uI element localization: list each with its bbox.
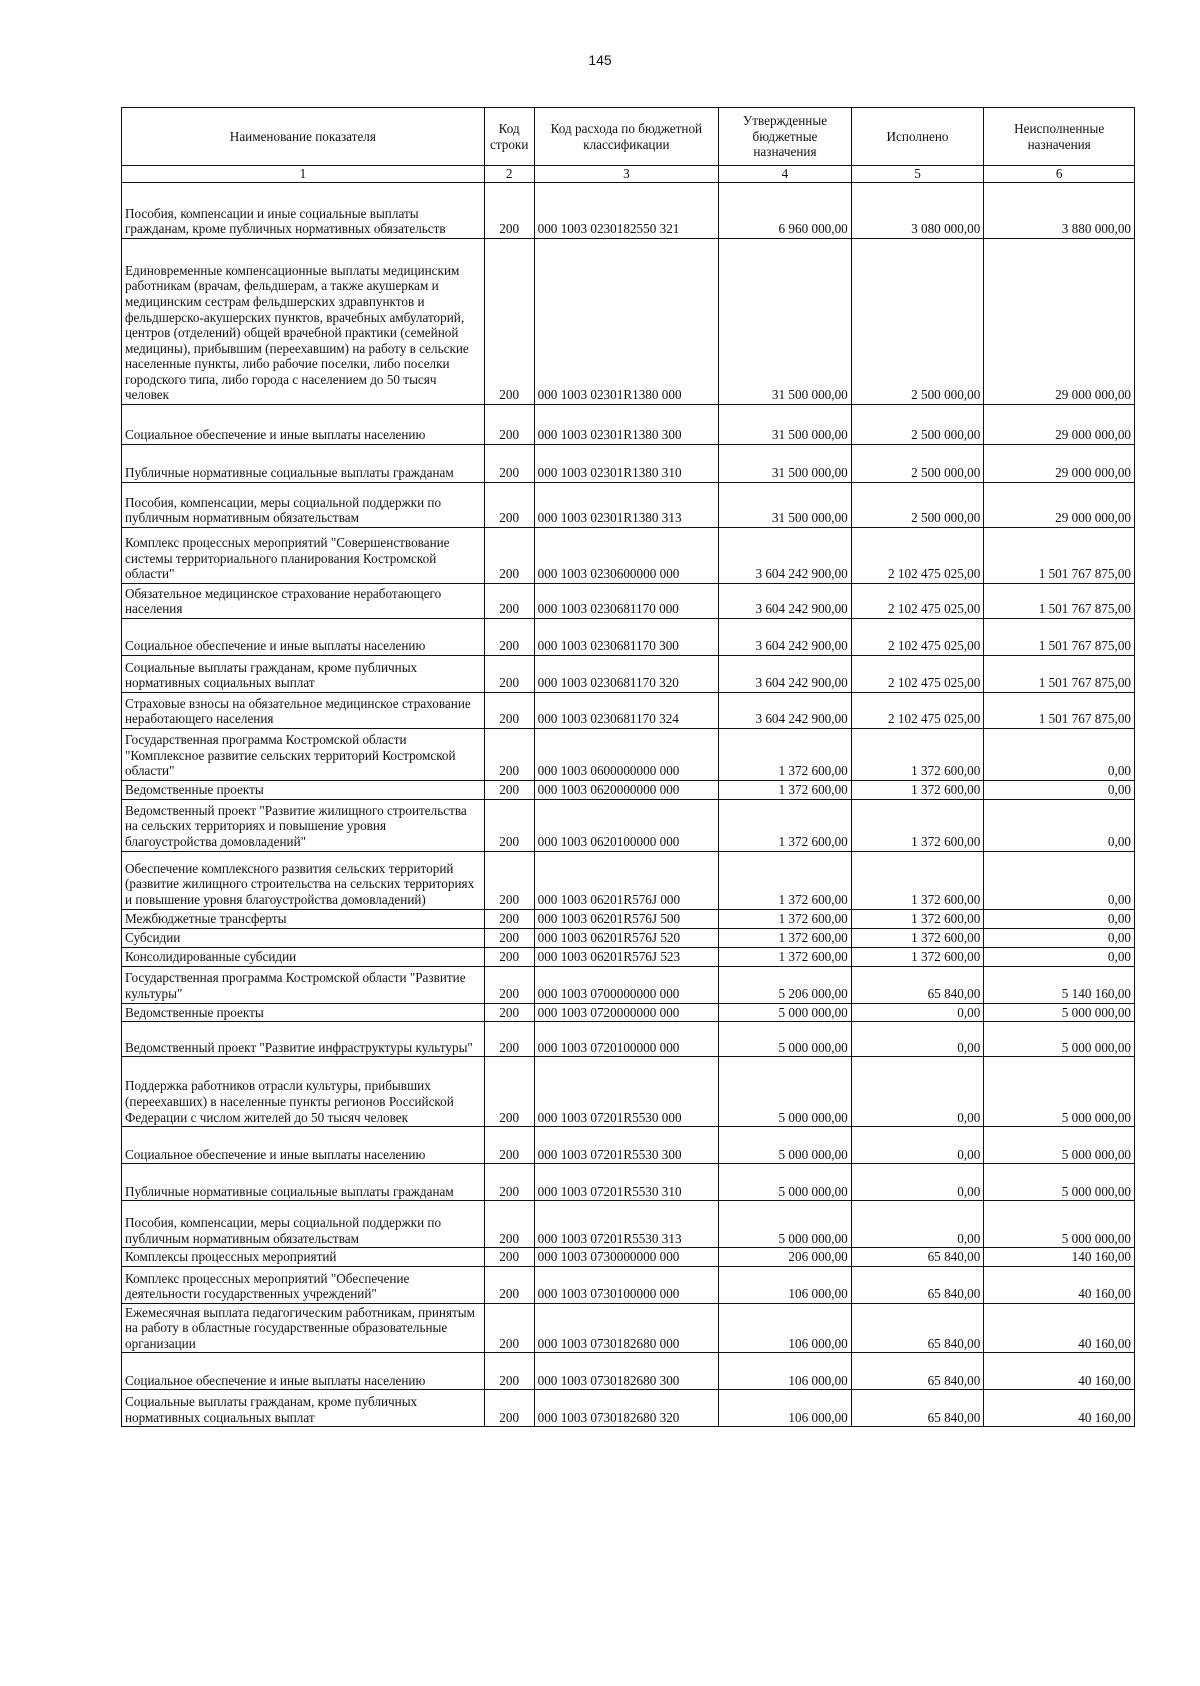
table-row <box>122 483 1135 528</box>
cell-line-code: 200 <box>484 693 534 729</box>
cell-approved: 1 372 600,00 <box>719 729 852 781</box>
cell-executed: 65 840,00 <box>851 1266 984 1303</box>
cell-line-code: 200 <box>484 781 534 800</box>
table-row <box>122 528 1135 584</box>
cell-expense-code: 000 1003 0230681170 000 <box>534 584 719 619</box>
cell-executed: 0,00 <box>851 1127 984 1164</box>
cell-expense-code: 000 1003 07201R5530 313 <box>534 1201 719 1248</box>
header-expense-code: Код расхода по бюджетной классификации <box>534 108 719 166</box>
cell-name: Пособия, компенсации, меры социальной поддержки по публичным нормативным обязательствам <box>122 1201 485 1248</box>
cell-approved: 106 000,00 <box>719 1390 852 1427</box>
cell-line-code: 200 <box>484 1266 534 1303</box>
cell-line-code: 200 <box>484 1248 534 1267</box>
cell-expense-code: 000 1003 06201R576J 520 <box>534 928 719 947</box>
cell-name: Комплекс процессных мероприятий "Совершенствование системы территориального планирования Костромской области" <box>122 528 485 584</box>
cell-unexecuted: 1 501 767 875,00 <box>984 656 1135 693</box>
cell-name: Ведомственный проект "Развитие жилищного строительства на сельских территориях и повышение уровня благоустройства домовладений" <box>122 799 485 851</box>
cell-expense-code: 000 1003 02301R1380 313 <box>534 483 719 528</box>
cell-line-code: 200 <box>484 947 534 966</box>
table-row <box>122 1057 1135 1127</box>
cell-expense-code: 000 1003 0720100000 000 <box>534 1022 719 1057</box>
table-row <box>122 729 1135 781</box>
cell-unexecuted: 1 501 767 875,00 <box>984 528 1135 584</box>
cell-executed: 1 372 600,00 <box>851 928 984 947</box>
table-row <box>122 1390 1135 1427</box>
cell-executed: 2 102 475 025,00 <box>851 656 984 693</box>
cell-expense-code: 000 1003 0730182680 000 <box>534 1303 719 1353</box>
cell-expense-code: 000 1003 0230182550 321 <box>534 183 719 239</box>
cell-executed: 65 840,00 <box>851 966 984 1003</box>
table-row <box>122 1022 1135 1057</box>
table-row <box>122 947 1135 966</box>
table-row <box>122 183 1135 239</box>
cell-approved: 106 000,00 <box>719 1266 852 1303</box>
cell-executed: 0,00 <box>851 1057 984 1127</box>
cell-name: Социальное обеспечение и иные выплаты населению <box>122 1353 485 1390</box>
cell-line-code: 200 <box>484 405 534 445</box>
cell-approved: 31 500 000,00 <box>719 445 852 483</box>
cell-approved: 3 604 242 900,00 <box>719 619 852 656</box>
cell-name: Социальное обеспечение и иные выплаты населению <box>122 405 485 445</box>
table-row <box>122 1201 1135 1248</box>
cell-name: Социальные выплаты гражданам, кроме публичных нормативных социальных выплат <box>122 656 485 693</box>
table-row <box>122 1127 1135 1164</box>
table-row <box>122 693 1135 729</box>
cell-expense-code: 000 1003 0600000000 000 <box>534 729 719 781</box>
cell-unexecuted: 0,00 <box>984 799 1135 851</box>
column-number-row <box>122 166 1135 183</box>
cell-expense-code: 000 1003 06201R576J 000 <box>534 851 719 909</box>
cell-unexecuted: 0,00 <box>984 851 1135 909</box>
cell-approved: 206 000,00 <box>719 1248 852 1267</box>
cell-approved: 3 604 242 900,00 <box>719 693 852 729</box>
cell-line-code: 200 <box>484 445 534 483</box>
table-row <box>122 656 1135 693</box>
cell-expense-code: 000 1003 07201R5530 310 <box>534 1164 719 1201</box>
cell-line-code: 200 <box>484 1057 534 1127</box>
cell-line-code: 200 <box>484 1390 534 1427</box>
cell-unexecuted: 5 000 000,00 <box>984 1003 1135 1022</box>
cell-executed: 2 102 475 025,00 <box>851 619 984 656</box>
cell-name: Ведомственный проект "Развитие инфраструктуры культуры" <box>122 1022 485 1057</box>
cell-unexecuted: 140 160,00 <box>984 1248 1135 1267</box>
cell-name: Субсидии <box>122 928 485 947</box>
page-number: 145 <box>588 52 612 68</box>
cell-approved: 3 604 242 900,00 <box>719 656 852 693</box>
cell-unexecuted: 0,00 <box>984 947 1135 966</box>
cell-expense-code: 000 1003 0700000000 000 <box>534 966 719 1003</box>
cell-executed: 2 102 475 025,00 <box>851 528 984 584</box>
header-executed: Исполнено <box>851 108 984 166</box>
cell-line-code: 200 <box>484 909 534 928</box>
cell-name: Социальное обеспечение и иные выплаты населению <box>122 619 485 656</box>
cell-executed: 65 840,00 <box>851 1390 984 1427</box>
cell-approved: 1 372 600,00 <box>719 947 852 966</box>
cell-line-code: 200 <box>484 1127 534 1164</box>
cell-expense-code: 000 1003 0730182680 320 <box>534 1390 719 1427</box>
cell-line-code: 200 <box>484 1003 534 1022</box>
budget-execution-table <box>121 107 1135 1427</box>
table-row <box>122 584 1135 619</box>
cell-executed: 65 840,00 <box>851 1248 984 1267</box>
cell-line-code: 200 <box>484 656 534 693</box>
cell-name: Ведомственные проекты <box>122 1003 485 1022</box>
column-number: 1 <box>122 166 485 183</box>
cell-unexecuted: 0,00 <box>984 928 1135 947</box>
cell-approved: 5 000 000,00 <box>719 1164 852 1201</box>
cell-name: Пособия, компенсации, меры социальной поддержки по публичным нормативным обязательствам <box>122 483 485 528</box>
column-number: 5 <box>851 166 984 183</box>
column-number: 6 <box>984 166 1135 183</box>
cell-approved: 6 960 000,00 <box>719 183 852 239</box>
cell-executed: 65 840,00 <box>851 1303 984 1353</box>
cell-name: Пособия, компенсации и иные социальные выплаты гражданам, кроме публичных нормативных обязательств <box>122 183 485 239</box>
cell-executed: 2 500 000,00 <box>851 239 984 405</box>
cell-unexecuted: 5 000 000,00 <box>984 1057 1135 1127</box>
cell-name: Страховые взносы на обязательное медицинское страхование неработающего населения <box>122 693 485 729</box>
cell-executed: 1 372 600,00 <box>851 781 984 800</box>
cell-expense-code: 000 1003 0230600000 000 <box>534 528 719 584</box>
cell-unexecuted: 40 160,00 <box>984 1303 1135 1353</box>
header-name: Наименование показателя <box>122 108 485 166</box>
cell-unexecuted: 1 501 767 875,00 <box>984 693 1135 729</box>
cell-line-code: 200 <box>484 1164 534 1201</box>
table-row <box>122 1003 1135 1022</box>
cell-unexecuted: 5 000 000,00 <box>984 1201 1135 1248</box>
cell-approved: 31 500 000,00 <box>719 405 852 445</box>
cell-unexecuted: 29 000 000,00 <box>984 239 1135 405</box>
cell-executed: 1 372 600,00 <box>851 909 984 928</box>
cell-executed: 3 080 000,00 <box>851 183 984 239</box>
cell-executed: 1 372 600,00 <box>851 799 984 851</box>
cell-name: Государственная программа Костромской области "Комплексное развитие сельских территорий Костромской области" <box>122 729 485 781</box>
cell-unexecuted: 1 501 767 875,00 <box>984 584 1135 619</box>
cell-name: Государственная программа Костромской области "Развитие культуры" <box>122 966 485 1003</box>
table-row <box>122 619 1135 656</box>
table-row <box>122 781 1135 800</box>
cell-executed: 1 372 600,00 <box>851 947 984 966</box>
cell-expense-code: 000 1003 0730100000 000 <box>534 1266 719 1303</box>
cell-unexecuted: 5 140 160,00 <box>984 966 1135 1003</box>
cell-approved: 3 604 242 900,00 <box>719 584 852 619</box>
cell-line-code: 200 <box>484 851 534 909</box>
cell-approved: 1 372 600,00 <box>719 909 852 928</box>
cell-approved: 1 372 600,00 <box>719 851 852 909</box>
cell-expense-code: 000 1003 0620100000 000 <box>534 799 719 851</box>
cell-approved: 5 206 000,00 <box>719 966 852 1003</box>
cell-name: Межбюджетные трансферты <box>122 909 485 928</box>
cell-executed: 2 102 475 025,00 <box>851 584 984 619</box>
table-row <box>122 928 1135 947</box>
cell-expense-code: 000 1003 07201R5530 300 <box>534 1127 719 1164</box>
cell-name: Обеспечение комплексного развития сельских территорий (развитие жилищного строительства на сельских территориях и повышение уровня благоустройства домовладений) <box>122 851 485 909</box>
cell-expense-code: 000 1003 02301R1380 300 <box>534 405 719 445</box>
cell-unexecuted: 0,00 <box>984 781 1135 800</box>
table-body <box>122 183 1135 1427</box>
cell-line-code: 200 <box>484 619 534 656</box>
table-row <box>122 799 1135 851</box>
cell-line-code: 200 <box>484 966 534 1003</box>
cell-name: Поддержка работников отрасли культуры, прибывших (переехавших) в населенные пункты регионов Российской Федерации с числом жителей до 50 тысяч человек <box>122 1057 485 1127</box>
cell-approved: 1 372 600,00 <box>719 799 852 851</box>
table-row <box>122 1164 1135 1201</box>
cell-name: Единовременные компенсационные выплаты медицинским работникам (врачам, фельдшерам, а также акушеркам и медицинским сестрам фельдшерских здравпунктов и фельдшерско-акушерских пунктов, врачебных амбулаторий, центров (отделений) общей врачебной практики (семейной медицины), прибывшим (переехавшим) на работу в сельские населенные пункты, либо рабочие поселки, либо поселки городского типа, либо города с населением до 50 тысяч человек <box>122 239 485 405</box>
cell-line-code: 200 <box>484 1022 534 1057</box>
table-row <box>122 1353 1135 1390</box>
cell-unexecuted: 29 000 000,00 <box>984 445 1135 483</box>
cell-line-code: 200 <box>484 799 534 851</box>
column-number: 2 <box>484 166 534 183</box>
cell-unexecuted: 29 000 000,00 <box>984 483 1135 528</box>
cell-name: Социальные выплаты гражданам, кроме публичных нормативных социальных выплат <box>122 1390 485 1427</box>
cell-unexecuted: 0,00 <box>984 729 1135 781</box>
cell-approved: 5 000 000,00 <box>719 1201 852 1248</box>
table-row <box>122 851 1135 909</box>
cell-name: Обязательное медицинское страхование неработающего населения <box>122 584 485 619</box>
cell-line-code: 200 <box>484 239 534 405</box>
cell-expense-code: 000 1003 06201R576J 523 <box>534 947 719 966</box>
column-number: 3 <box>534 166 719 183</box>
cell-executed: 65 840,00 <box>851 1353 984 1390</box>
cell-line-code: 200 <box>484 183 534 239</box>
cell-approved: 1 372 600,00 <box>719 928 852 947</box>
cell-unexecuted: 5 000 000,00 <box>984 1164 1135 1201</box>
cell-line-code: 200 <box>484 1303 534 1353</box>
cell-expense-code: 000 1003 0730182680 300 <box>534 1353 719 1390</box>
cell-approved: 3 604 242 900,00 <box>719 528 852 584</box>
table-row <box>122 1266 1135 1303</box>
cell-name: Комплексы процессных мероприятий <box>122 1248 485 1267</box>
table-header-row <box>122 108 1135 166</box>
cell-unexecuted: 40 160,00 <box>984 1353 1135 1390</box>
table-row <box>122 1248 1135 1267</box>
cell-approved: 106 000,00 <box>719 1353 852 1390</box>
cell-expense-code: 000 1003 02301R1380 000 <box>534 239 719 405</box>
header-approved: Утвержденные бюджетные назначения <box>719 108 852 166</box>
cell-unexecuted: 29 000 000,00 <box>984 405 1135 445</box>
cell-line-code: 200 <box>484 584 534 619</box>
cell-approved: 31 500 000,00 <box>719 483 852 528</box>
table-row <box>122 966 1135 1003</box>
header-unexecuted: Неисполненные назначения <box>984 108 1135 166</box>
cell-name: Публичные нормативные социальные выплаты гражданам <box>122 445 485 483</box>
cell-approved: 5 000 000,00 <box>719 1127 852 1164</box>
cell-name: Социальное обеспечение и иные выплаты населению <box>122 1127 485 1164</box>
cell-unexecuted: 40 160,00 <box>984 1390 1135 1427</box>
cell-expense-code: 000 1003 0730000000 000 <box>534 1248 719 1267</box>
cell-name: Публичные нормативные социальные выплаты гражданам <box>122 1164 485 1201</box>
cell-expense-code: 000 1003 0230681170 324 <box>534 693 719 729</box>
cell-executed: 0,00 <box>851 1201 984 1248</box>
cell-approved: 1 372 600,00 <box>719 781 852 800</box>
cell-line-code: 200 <box>484 1353 534 1390</box>
cell-unexecuted: 3 880 000,00 <box>984 183 1135 239</box>
cell-unexecuted: 0,00 <box>984 909 1135 928</box>
cell-expense-code: 000 1003 0620000000 000 <box>534 781 719 800</box>
cell-executed: 2 102 475 025,00 <box>851 693 984 729</box>
table-row <box>122 909 1135 928</box>
cell-expense-code: 000 1003 0230681170 320 <box>534 656 719 693</box>
cell-executed: 2 500 000,00 <box>851 445 984 483</box>
cell-approved: 5 000 000,00 <box>719 1022 852 1057</box>
cell-expense-code: 000 1003 0230681170 300 <box>534 619 719 656</box>
cell-approved: 31 500 000,00 <box>719 239 852 405</box>
cell-line-code: 200 <box>484 729 534 781</box>
cell-executed: 2 500 000,00 <box>851 483 984 528</box>
column-number: 4 <box>719 166 852 183</box>
table-row <box>122 1303 1135 1353</box>
cell-expense-code: 000 1003 07201R5530 000 <box>534 1057 719 1127</box>
cell-name: Комплекс процессных мероприятий "Обеспечение деятельности государственных учреждений" <box>122 1266 485 1303</box>
cell-approved: 106 000,00 <box>719 1303 852 1353</box>
cell-unexecuted: 40 160,00 <box>984 1266 1135 1303</box>
cell-line-code: 200 <box>484 528 534 584</box>
cell-unexecuted: 5 000 000,00 <box>984 1022 1135 1057</box>
cell-executed: 0,00 <box>851 1022 984 1057</box>
cell-unexecuted: 1 501 767 875,00 <box>984 619 1135 656</box>
table-row <box>122 239 1135 405</box>
cell-expense-code: 000 1003 06201R576J 500 <box>534 909 719 928</box>
table-row <box>122 405 1135 445</box>
cell-name: Ежемесячная выплата педагогическим работникам, принятым на работу в областные государственные образовательные организации <box>122 1303 485 1353</box>
cell-line-code: 200 <box>484 1201 534 1248</box>
cell-approved: 5 000 000,00 <box>719 1003 852 1022</box>
cell-expense-code: 000 1003 0720000000 000 <box>534 1003 719 1022</box>
cell-expense-code: 000 1003 02301R1380 310 <box>534 445 719 483</box>
header-line-code: Код строки <box>484 108 534 166</box>
cell-approved: 5 000 000,00 <box>719 1057 852 1127</box>
cell-line-code: 200 <box>484 483 534 528</box>
table-row <box>122 445 1135 483</box>
cell-name: Ведомственные проекты <box>122 781 485 800</box>
cell-executed: 0,00 <box>851 1164 984 1201</box>
cell-unexecuted: 5 000 000,00 <box>984 1127 1135 1164</box>
cell-executed: 1 372 600,00 <box>851 729 984 781</box>
cell-name: Консолидированные субсидии <box>122 947 485 966</box>
cell-line-code: 200 <box>484 928 534 947</box>
cell-executed: 1 372 600,00 <box>851 851 984 909</box>
cell-executed: 2 500 000,00 <box>851 405 984 445</box>
cell-executed: 0,00 <box>851 1003 984 1022</box>
